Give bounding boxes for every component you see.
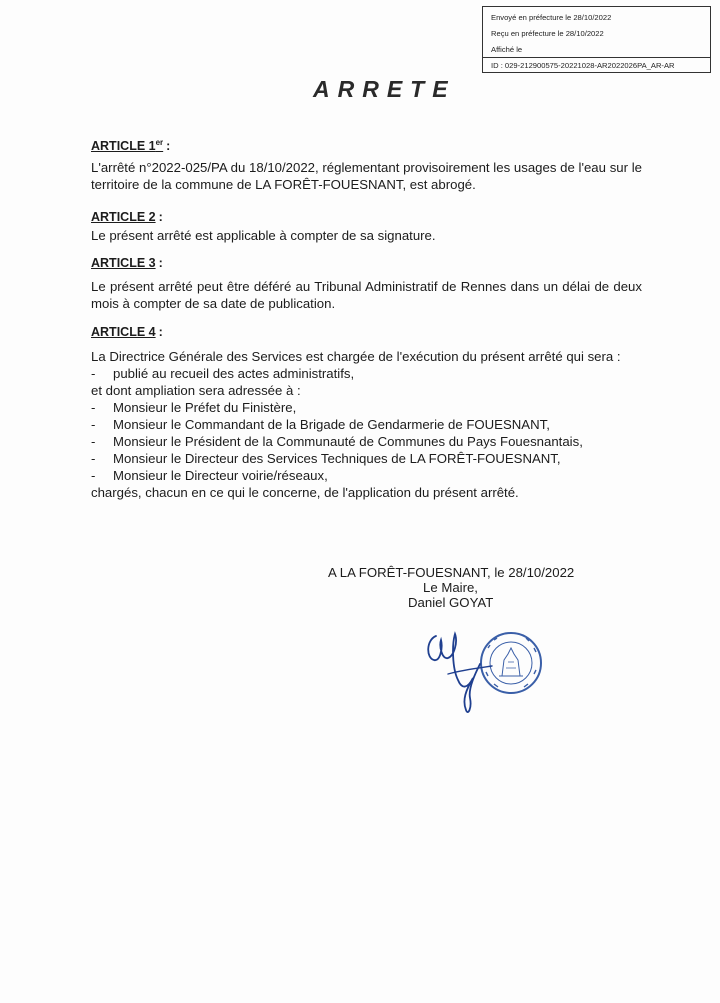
stamp-received: Reçu en préfecture le 28/10/2022	[491, 29, 604, 38]
recipient: Monsieur le Commandant de la Brigade de Gendarmerie de FOUESNANT,	[113, 417, 550, 432]
list-item: - Monsieur le Président de la Communauté de Communes du Pays Fouesnantais,	[91, 434, 583, 449]
recipient: Monsieur le Préfet du Finistère,	[113, 400, 297, 415]
article-4-body	[91, 348, 651, 501]
article-1-heading: ARTICLE 1er :	[91, 138, 171, 154]
stamp-id: ID : 029-212900575-20221028-AR2022026PA_AR-AR	[483, 57, 710, 75]
document-title: ARRETE	[313, 76, 456, 102]
recipient: Monsieur le Président de la Communauté de Communes du Pays Fouesnantais,	[113, 434, 583, 449]
list-item: - Monsieur le Directeur des Services Techniques de LA FORÊT-FOUESNANT,	[91, 451, 561, 466]
article-4-closing: chargés, chacun en ce qui le concerne, de l'application du présent arrêté.	[91, 485, 519, 500]
list-item: - Monsieur le Préfet du Finistère,	[91, 400, 297, 415]
stamp-posted: Affiché le	[491, 45, 523, 54]
article-4-intro: La Directrice Générale des Services est chargée de l'exécution du présent arrêté qui sera :	[91, 349, 621, 364]
mayor-title: Le Maire,	[423, 580, 478, 595]
mayor-name: Daniel GOYAT	[408, 595, 494, 610]
publish-item: publié au recueil des actes administratifs,	[113, 366, 355, 381]
article-3-text: Le présent arrêté peut être déféré au Tribunal Administratif de Rennes dans un délai de deux mois à compter de sa date de publication.	[91, 279, 642, 311]
recipient: Monsieur le Directeur des Services Techniques de LA FORÊT-FOUESNANT,	[113, 451, 561, 466]
seal-icon	[481, 633, 541, 693]
place-date: A LA FORÊT-FOUESNANT, le 28/10/2022	[328, 565, 575, 580]
prefecture-stamp	[482, 6, 711, 73]
article-4-heading: ARTICLE 4 :	[91, 325, 163, 339]
stamp-sent: Envoyé en préfecture le 28/10/2022	[491, 13, 612, 22]
list-item: - publié au recueil des actes administratifs,	[91, 366, 355, 381]
list-item: - Monsieur le Directeur voirie/réseaux,	[91, 468, 328, 483]
article-2-heading: ARTICLE 2 :	[91, 210, 163, 224]
signature-and-seal	[418, 618, 548, 718]
article-2-text: Le présent arrêté est applicable à compter de sa signature.	[91, 228, 436, 243]
article-4-ampliation: et dont ampliation sera adressée à :	[91, 383, 301, 398]
article-1-text: L'arrêté n°2022-025/PA du 18/10/2022, réglementant provisoirement les usages de l'eau sur le territoire de la commune de LA FORÊT-FOUESNANT, est abrogé.	[91, 160, 642, 192]
recipient: Monsieur le Directeur voirie/réseaux,	[113, 468, 328, 483]
list-item: - Monsieur le Commandant de la Brigade de Gendarmerie de FOUESNANT,	[91, 417, 550, 432]
article-3-heading: ARTICLE 3 :	[91, 256, 163, 270]
